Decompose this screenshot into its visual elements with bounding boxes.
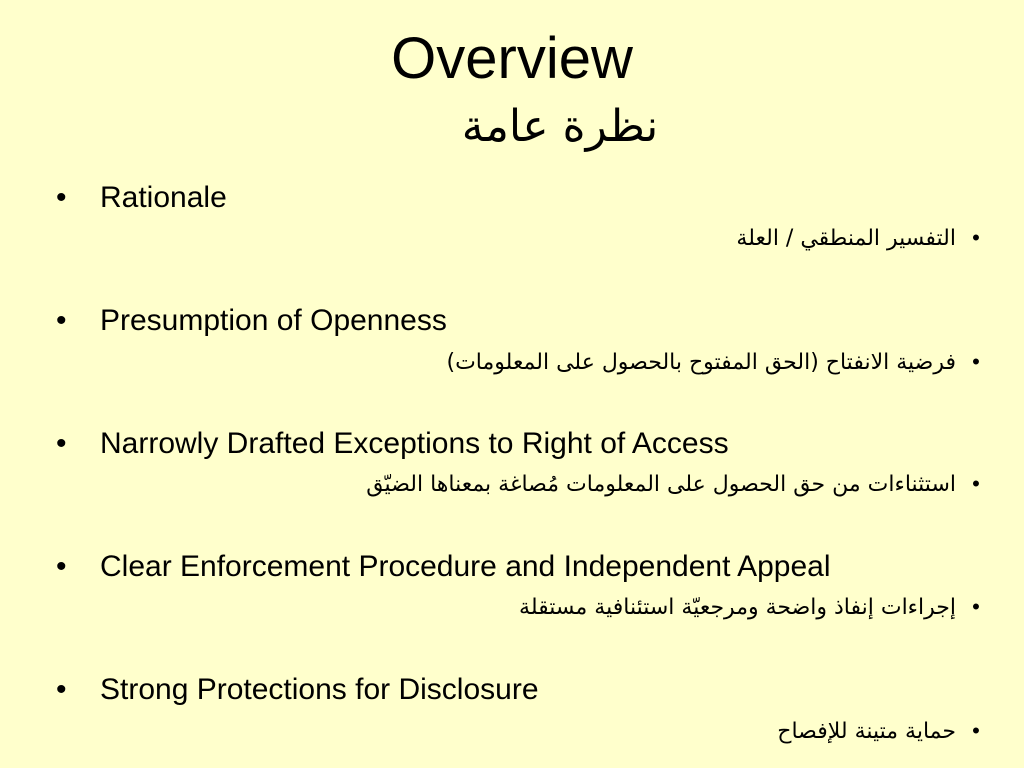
bullet-dot: • (56, 427, 67, 460)
slide-title-arabic: نظرة عامة (461, 101, 659, 152)
bullet-item-english (56, 178, 227, 218)
bullet-text-english: Rationale (100, 181, 227, 214)
bullet-item-arabic (519, 589, 996, 625)
bullet-item-arabic (777, 713, 996, 749)
bullet-item-english (56, 547, 831, 587)
bullet-text-arabic: فرضية الانفتاح (الحق المفتوح بالحصول على المعلومات) (446, 350, 956, 375)
bullet-text-english: Narrowly Drafted Exceptions to Right of Access (100, 427, 729, 460)
bullet-text-arabic: التفسير المنطقي / العلة (736, 226, 956, 251)
bullet-dot: • (972, 225, 980, 250)
bullet-item-arabic (447, 344, 996, 380)
bullet-dot: • (56, 673, 67, 706)
slide-title-english: Overview (391, 26, 633, 91)
bullet-dot: • (972, 471, 980, 496)
bullet-dot: • (56, 181, 67, 214)
bullet-dot: • (972, 718, 980, 743)
bullet-dot: • (972, 349, 980, 374)
bullet-item-english (56, 424, 729, 464)
bullet-dot: • (972, 594, 980, 619)
bullet-dot: • (56, 304, 67, 337)
bullet-item-arabic (736, 220, 996, 256)
bullet-item-arabic (366, 466, 996, 502)
bullet-item-english (56, 301, 447, 341)
bullet-text-english: Strong Protections for Disclosure (100, 673, 539, 706)
bullet-text-arabic: إجراءات إنفاذ واضحة ومرجعيّة استئنافية مستقلة (519, 595, 956, 620)
bullet-item-english (56, 670, 539, 710)
bullet-text-english: Presumption of Openness (100, 304, 447, 337)
bullet-text-english: Clear Enforcement Procedure and Independent Appeal (100, 550, 831, 583)
bullet-text-arabic: استثناءات من حق الحصول على المعلومات مُصاغة بمعناها الضيّق (366, 472, 956, 497)
bullet-text-arabic: حماية متينة للإفصاح (777, 719, 956, 744)
bullet-dot: • (56, 550, 67, 583)
